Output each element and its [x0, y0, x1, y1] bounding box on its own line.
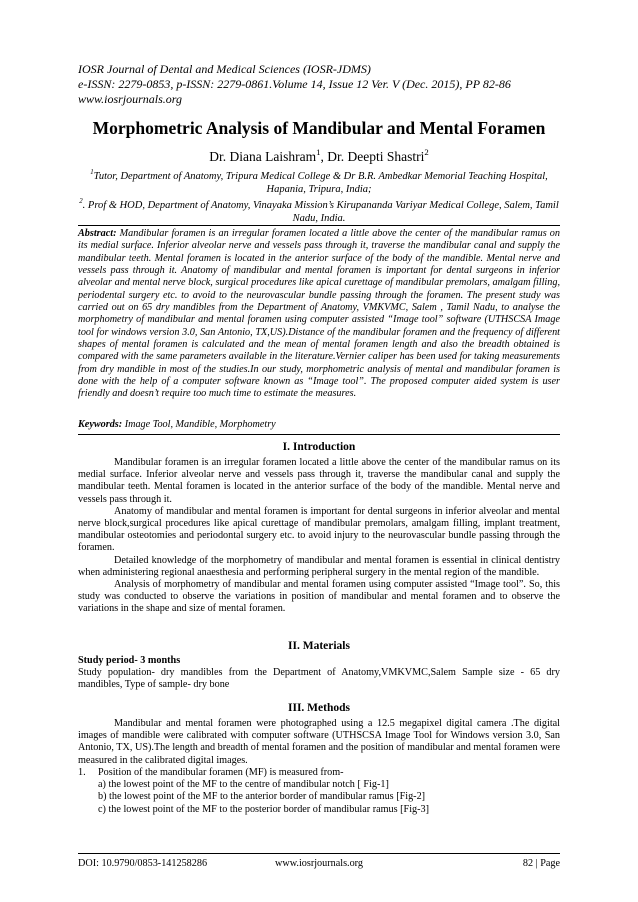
footer-doi: DOI: 10.9790/0853-141258286: [78, 858, 208, 869]
affiliation-2-mark: 2: [79, 197, 83, 205]
author-line: [78, 146, 560, 165]
abstract: [78, 228, 560, 401]
affiliation-1-mark: 1: [90, 168, 94, 176]
author-2: Dr. Deepti Shastri: [327, 149, 425, 164]
keywords-text: Image Tool, Mandible, Morphometry: [122, 419, 276, 430]
list-subitem-c: c) the lowest point of the MF to the posterior border of mandibular ramus [Fig-3]: [98, 803, 430, 815]
abstract-label: Abstract:: [78, 228, 117, 239]
abstract-text: Mandibular foramen is an irregular foramen located a little above the center of the mandibular ramus on its medial surface. Inferior alveolar nerve and vessels pass through it, traverse the mandibular canal and supply the mandibular teeth. Mental foramen is located in the anterior surface of the body of the mandible. Mental nerve and vessels pass through it. Anatomy of mandibular and mental foramen is important for dental surgeons in inferior alveolar and mental nerve block, surgical procedures like apical curettage of mandibular premolars, amalgam filling, periodental surgery etc. to avoid to the neurovascular bundle passing through the foramen. The present study was carried out on 65 dry mandibles from the Department of Anatomy, VMKVMC, Salem , Tamil Nadu, to analyse the morphometry of mandibular and mental foramen using computer assisted “Image tool” software (UTHSCSA Image tool for windows version 3.0, San Antonio, TX,US).Distance of the mandibular foramen and the frequency of different shapes of mental foramen is calculated and the mean of mental foramen length and also the breadth obtained is compared with the same parameters available in the literature.Vernier caliper has been used for taking measurements from dry mandible in most of the studies.In our study, morphometric analysis of mental and mandibular foramen is done with the help of a computer software known as “Image tool”. The proposed computer aided system is user friendly and doesn’t require too much time to estimate the measures.: [78, 228, 560, 400]
journal-issn: e-ISSN: 2279-0853, p-ISSN: 2279-0861.Volume 14, Issue 12 Ver. V (Dec. 2015), PP 82-86: [78, 77, 511, 91]
materials-paragraph: Study population- dry mandibles from the Department of Anatomy,VMKVMC,Salem Sample size - 65 dry mandibles, Type of sample- dry bone: [78, 667, 560, 691]
section-heading-introduction: I. Introduction: [282, 441, 356, 453]
intro-paragraph-4: Analysis of morphometry of mandibular and mental foramen using computer assisted “Image tool”. So, this study was conducted to observe the variations in position of mandibular and mental foramen and to observe the variations in the shape and size of mental foramen.: [78, 579, 560, 615]
list-subitem-b: b) the lowest point of the MF to the anterior border of mandibular ramus [Fig-2]: [98, 791, 426, 803]
section-heading-methods: III. Methods: [288, 702, 350, 714]
introduction-body: [78, 457, 560, 616]
author-1-affiliation-mark: 1: [316, 146, 321, 157]
methods-list: [78, 767, 560, 816]
affiliation-2-text: . Prof & HOD, Department of Anatomy, Vinayaka Mission’s Kirupananda Variyar Medical College, Salem, Tamil Nadu, India.: [82, 200, 559, 224]
intro-paragraph-1: Mandibular foramen is an irregular foramen located a little above the center of the mandibular ramus on its medial surface. Inferior alveolar nerve and vessels pass through it, traverse the mandibular canal and supply the mandibular teeth. Mental foramen is located in the anterior surface of the body of the mandible. Mental nerve and vessels pass through it.: [78, 457, 560, 505]
list-subitem-a: a) the lowest point of the MF to the centre of mandibular notch [ Fig-1]: [98, 779, 389, 791]
journal-name: IOSR Journal of Dental and Medical Sciences (IOSR-JDMS): [78, 62, 371, 76]
keywords-label: Keywords:: [78, 419, 123, 430]
list-item-text: Position of the mandibular foramen (MF) is measured from-: [98, 767, 344, 778]
intro-paragraph-3: Detailed knowledge of the morphometry of mandibular and mental foramen is essential in clinical dentistry when administering regional anaesthesia and performing peripheral surgery in the mental region of the mandible.: [78, 554, 560, 578]
author-separator: ,: [320, 149, 328, 164]
methods-body: [78, 718, 560, 767]
materials-body: [78, 655, 560, 692]
affiliation-2: [78, 199, 560, 225]
list-item-number: 1.: [78, 767, 86, 778]
top-divider: [78, 225, 560, 226]
paper-title: Morphometric Analysis of Mandibular and Mental Foramen: [92, 118, 546, 138]
footer-divider: [78, 853, 560, 854]
bottom-divider: [78, 434, 560, 435]
author-1: Dr. Diana Laishram: [209, 149, 317, 164]
study-period: Study period- 3 months: [78, 655, 181, 666]
list-item: [78, 767, 560, 779]
journal-website[interactable]: www.iosrjournals.org: [78, 92, 183, 106]
affiliation-1-text: Tutor, Department of Anatomy, Tripura Medical College & Dr B.R. Ambedkar Memorial Teaching Hospital, Hapania, Tripura, India;: [93, 171, 548, 195]
footer-website[interactable]: www.iosrjournals.org: [274, 858, 363, 869]
keywords: [78, 419, 560, 431]
affiliation-1: [78, 170, 560, 196]
methods-paragraph: Mandibular and mental foramen were photographed using a 12.5 megapixel digital camera .The digital images of mandible were calibrated with computer software (UTHSCSA Image Tool for Windows version 3.0, San Antonio, TX, US).The length and breadth of mental foramen and the position of mandibular and mental foramen were measured in the calibrated digital images.: [78, 718, 560, 766]
section-heading-materials: II. Materials: [288, 640, 350, 652]
intro-paragraph-2: Anatomy of mandibular and mental foramen is important for dental surgeons in inferior alveolar and mental nerve block,surgical procedures like apical curettage of mandibular premolars, amalgam filling, implant treatment, mandibular osteotomies and periodontal surgery etc. to avoid injury to the neurovascular bundle passing through the foramen.: [78, 505, 560, 554]
journal-header: [78, 62, 560, 107]
author-2-affiliation-mark: 2: [424, 146, 429, 157]
footer-page-number: 82 | Page: [522, 858, 560, 869]
